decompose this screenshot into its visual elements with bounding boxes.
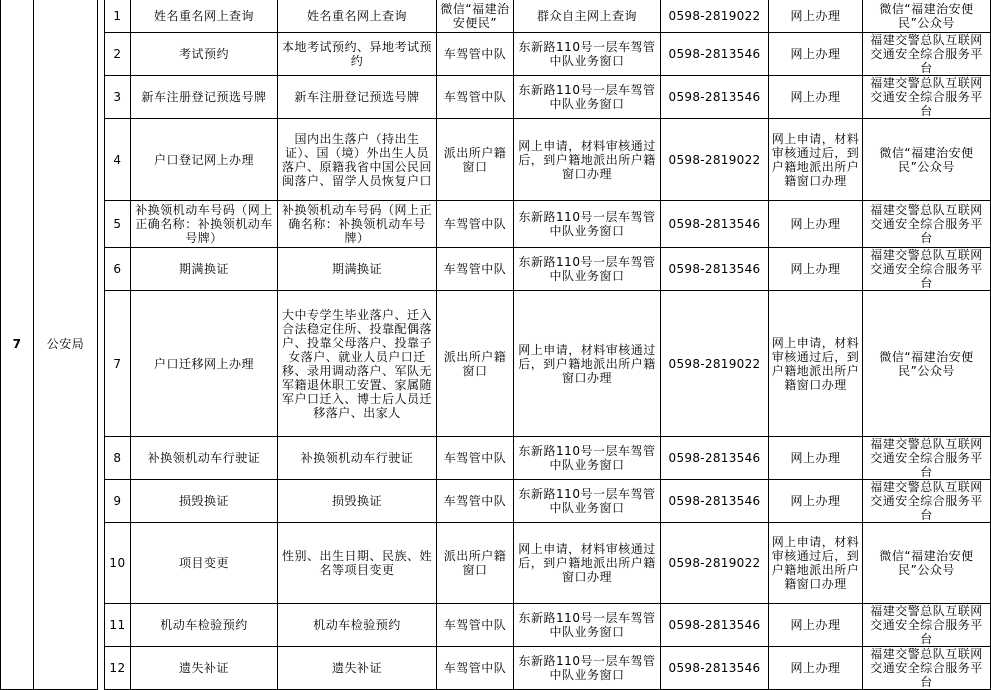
handling-place-cell: 车驾管中队 <box>437 437 514 480</box>
sub-item-cell: 损毁换证 <box>278 480 437 523</box>
handling-mode-cell: 网上办理 <box>769 0 863 33</box>
channel-cell: 福建交警总队互联网交通安全综合服务平台 <box>863 647 991 690</box>
table-row <box>1 604 991 647</box>
row-number-cell: 11 <box>105 604 131 647</box>
table-row <box>1 291 991 437</box>
row-number-cell: 10 <box>105 523 131 604</box>
department-cell: 公安局 <box>34 0 98 690</box>
address-cell: 东新路110号一层车驾管中队业务窗口 <box>514 604 661 647</box>
handling-mode-cell: 网上申请，材料审核通过后，到户籍地派出所户籍窗口办理 <box>769 291 863 437</box>
address-cell: 东新路110号一层车驾管中队业务窗口 <box>514 437 661 480</box>
sub-item-cell: 本地考试预约、异地考试预约 <box>278 33 437 76</box>
row-number-cell: 5 <box>105 201 131 248</box>
row-number-cell: 4 <box>105 119 131 201</box>
handling-place-cell: 车驾管中队 <box>437 480 514 523</box>
sub-item-cell: 性别、出生日期、民族、姓名等项目变更 <box>278 523 437 604</box>
sub-item-cell: 新车注册登记预选号牌 <box>278 76 437 119</box>
row-number-cell: 8 <box>105 437 131 480</box>
handling-place-cell: 车驾管中队 <box>437 604 514 647</box>
channel-cell: 福建交警总队互联网交通安全综合服务平台 <box>863 76 991 119</box>
handling-mode-cell: 网上办理 <box>769 480 863 523</box>
row-number-cell: 7 <box>105 291 131 437</box>
phone-cell: 0598-2819022 <box>661 119 769 201</box>
sub-item-cell: 姓名重名网上查询 <box>278 0 437 33</box>
service-item-cell: 遗失补证 <box>131 647 278 690</box>
phone-cell: 0598-2819022 <box>661 523 769 604</box>
spacer-column <box>98 0 105 690</box>
handling-place-cell: 车驾管中队 <box>437 647 514 690</box>
service-item-cell: 考试预约 <box>131 33 278 76</box>
phone-cell: 0598-2813546 <box>661 76 769 119</box>
sub-item-cell: 遗失补证 <box>278 647 437 690</box>
phone-cell: 0598-2813546 <box>661 33 769 76</box>
table-row <box>1 0 991 33</box>
phone-cell: 0598-2813546 <box>661 647 769 690</box>
channel-cell: 福建交警总队互联网交通安全综合服务平台 <box>863 201 991 248</box>
phone-cell: 0598-2819022 <box>661 291 769 437</box>
address-cell: 东新路110号一层车驾管中队业务窗口 <box>514 76 661 119</box>
address-cell: 东新路110号一层车驾管中队业务窗口 <box>514 201 661 248</box>
table-row <box>1 119 991 201</box>
handling-mode-cell: 网上办理 <box>769 437 863 480</box>
phone-cell: 0598-2813546 <box>661 437 769 480</box>
channel-cell: 福建交警总队互联网交通安全综合服务平台 <box>863 33 991 76</box>
handling-place-cell: 车驾管中队 <box>437 33 514 76</box>
address-cell: 东新路110号一层车驾管中队业务窗口 <box>514 33 661 76</box>
service-item-cell: 机动车检验预约 <box>131 604 278 647</box>
handling-place-cell: 派出所户籍窗口 <box>437 291 514 437</box>
handling-place-cell: 车驾管中队 <box>437 76 514 119</box>
channel-cell: 福建交警总队互联网交通安全综合服务平台 <box>863 480 991 523</box>
handling-mode-cell: 网上办理 <box>769 604 863 647</box>
channel-cell: 福建交警总队互联网交通安全综合服务平台 <box>863 604 991 647</box>
address-cell: 群众自主网上查询 <box>514 0 661 33</box>
handling-mode-cell: 网上申请，材料审核通过后，到户籍地派出所户籍窗口办理 <box>769 523 863 604</box>
sub-item-cell: 国内出生落户（持出生证）、国（境）外出生人员落户、原籍我省中国公民回闽落户、留学人员恢复户口 <box>278 119 437 201</box>
handling-mode-cell: 网上办理 <box>769 248 863 291</box>
sub-item-cell: 期满换证 <box>278 248 437 291</box>
service-item-cell: 姓名重名网上查询 <box>131 0 278 33</box>
table-body <box>1 0 991 690</box>
service-item-cell: 期满换证 <box>131 248 278 291</box>
channel-cell: 福建交警总队互联网交通安全综合服务平台 <box>863 248 991 291</box>
table-row <box>1 437 991 480</box>
channel-cell: 福建交警总队互联网交通安全综合服务平台 <box>863 437 991 480</box>
service-item-cell: 补换领机动车号码（网上正确名称：补换领机动车号牌） <box>131 201 278 248</box>
table-row <box>1 647 991 690</box>
row-number-cell: 12 <box>105 647 131 690</box>
address-cell: 东新路110号一层车驾管中队业务窗口 <box>514 647 661 690</box>
table-row <box>1 523 991 604</box>
row-number-cell: 3 <box>105 76 131 119</box>
channel-cell: 微信“福建治安便民”公众号 <box>863 291 991 437</box>
handling-place-cell: 车驾管中队 <box>437 201 514 248</box>
row-number-cell: 2 <box>105 33 131 76</box>
service-item-cell: 补换领机动车行驶证 <box>131 437 278 480</box>
handling-mode-cell: 网上办理 <box>769 201 863 248</box>
handling-place-cell: 车驾管中队 <box>437 248 514 291</box>
phone-cell: 0598-2813546 <box>661 201 769 248</box>
phone-cell: 0598-2819022 <box>661 0 769 33</box>
sub-item-cell: 补换领机动车号码（网上正确名称：补换领机动车号牌） <box>278 201 437 248</box>
channel-cell: 微信“福建治安便民”公众号 <box>863 119 991 201</box>
handling-place-cell: 派出所户籍窗口 <box>437 119 514 201</box>
row-number-cell: 1 <box>105 0 131 33</box>
address-cell: 东新路110号一层车驾管中队业务窗口 <box>514 480 661 523</box>
address-cell: 东新路110号一层车驾管中队业务窗口 <box>514 248 661 291</box>
row-number-cell: 6 <box>105 248 131 291</box>
handling-place-cell: 微信“福建治安便民” <box>437 0 514 33</box>
table-row <box>1 201 991 248</box>
service-item-cell: 户口登记网上办理 <box>131 119 278 201</box>
service-item-cell: 户口迁移网上办理 <box>131 291 278 437</box>
service-item-cell: 新车注册登记预选号牌 <box>131 76 278 119</box>
phone-cell: 0598-2813546 <box>661 480 769 523</box>
sub-item-cell: 补换领机动车行驶证 <box>278 437 437 480</box>
handling-mode-cell: 网上办理 <box>769 76 863 119</box>
table-row <box>1 33 991 76</box>
channel-cell: 微信“福建治安便民”公众号 <box>863 0 991 33</box>
channel-cell: 微信“福建治安便民”公众号 <box>863 523 991 604</box>
address-cell: 网上申请，材料审核通过后，到户籍地派出所户籍窗口办理 <box>514 119 661 201</box>
table-row <box>1 480 991 523</box>
group-seq-cell: 7 <box>1 0 34 690</box>
sub-item-cell: 机动车检验预约 <box>278 604 437 647</box>
address-cell: 网上申请，材料审核通过后，到户籍地派出所户籍窗口办理 <box>514 291 661 437</box>
service-item-cell: 损毁换证 <box>131 480 278 523</box>
table-row <box>1 248 991 291</box>
phone-cell: 0598-2813546 <box>661 248 769 291</box>
handling-mode-cell: 网上申请，材料审核通过后，到户籍地派出所户籍窗口办理 <box>769 119 863 201</box>
address-cell: 网上申请，材料审核通过后，到户籍地派出所户籍窗口办理 <box>514 523 661 604</box>
table-row <box>1 76 991 119</box>
handling-mode-cell: 网上办理 <box>769 647 863 690</box>
sub-item-cell: 大中专学生毕业落户、迁入合法稳定住所、投靠配偶落户、投靠父母落户、投靠子女落户、就业人员户口迁移、录用调动落户、军队无军籍退休职工安置、家属随军户口迁入、博士后人员迁移落户、出家人 <box>278 291 437 437</box>
row-number-cell: 9 <box>105 480 131 523</box>
service-item-cell: 项目变更 <box>131 523 278 604</box>
handling-place-cell: 派出所户籍窗口 <box>437 523 514 604</box>
handling-mode-cell: 网上办理 <box>769 33 863 76</box>
phone-cell: 0598-2813546 <box>661 604 769 647</box>
